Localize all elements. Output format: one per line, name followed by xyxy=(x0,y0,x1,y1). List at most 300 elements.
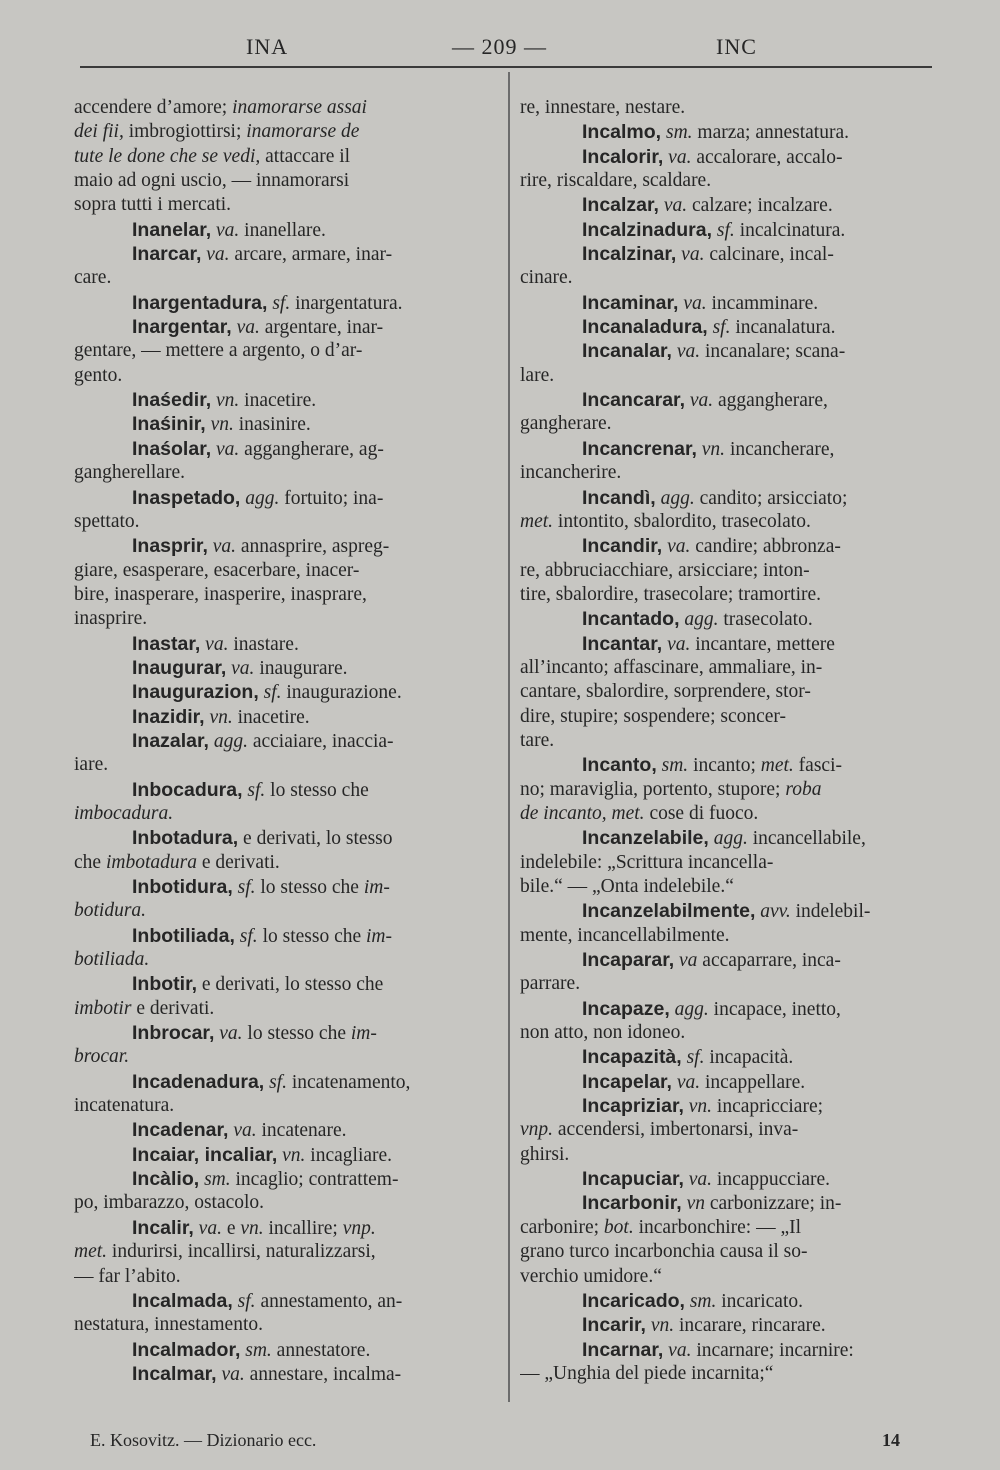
italic-text: sf. xyxy=(232,877,256,898)
body-text: lo stesso che xyxy=(257,925,367,947)
italic-text: va. xyxy=(663,1339,692,1361)
entry-line xyxy=(520,1070,932,1094)
italic-text: va. xyxy=(200,633,229,655)
italic-text: de incanto, xyxy=(520,802,607,824)
headword: Incalzinar, xyxy=(582,243,677,266)
entry-line xyxy=(520,388,932,412)
body-text: cinare. xyxy=(520,267,573,289)
body-text: carbonizzare; in- xyxy=(704,1193,842,1215)
text-line xyxy=(520,364,932,388)
italic-text: va. xyxy=(683,1169,713,1191)
body-text: indelebil- xyxy=(790,901,871,923)
body-text: incanto; xyxy=(688,755,761,777)
italic-text: sm. xyxy=(656,755,689,777)
entry-line xyxy=(520,534,932,558)
text-line xyxy=(74,96,486,120)
body-text: bire, inasperare, inasperire, inasprare, xyxy=(74,583,367,605)
body-text: mente, incancellabilmente. xyxy=(520,924,730,946)
body-text: e derivati, lo stesso che xyxy=(197,974,384,996)
entry-line xyxy=(520,899,932,923)
text-line xyxy=(520,1118,932,1142)
body-text: imbrogiottirsi; xyxy=(123,121,247,143)
entry-line xyxy=(74,315,486,339)
text-line xyxy=(74,899,486,923)
body-text: inasprire. xyxy=(74,608,148,630)
italic-text: sm. xyxy=(240,1339,272,1361)
headword: Incancarar, xyxy=(582,389,685,412)
entry-line xyxy=(74,388,486,412)
headword: Inasprir, xyxy=(132,535,208,558)
text-line xyxy=(74,851,486,875)
body-text: nestatura, innestamento. xyxy=(74,1314,263,1336)
headword: Incarbonir, xyxy=(582,1192,682,1215)
entry-line xyxy=(74,1021,486,1045)
body-text: che xyxy=(74,851,106,873)
headword: Incanzelabilmente, xyxy=(582,900,756,923)
italic-text: va. xyxy=(201,244,230,266)
text-line xyxy=(74,1191,486,1215)
body-text: lare. xyxy=(520,364,555,386)
entry-line xyxy=(520,1313,932,1337)
body-text: giare, esasperare, esacerbare, inacer- xyxy=(74,559,360,581)
italic-text: roba xyxy=(785,778,822,800)
body-text: lo stesso che xyxy=(242,1023,351,1045)
body-text: — „Unghia del piede incarnita;“ xyxy=(520,1362,774,1384)
italic-text: bot. xyxy=(603,1216,634,1238)
entry-line xyxy=(520,437,932,461)
body-text: incapacità. xyxy=(704,1047,794,1069)
body-text: gangherellare. xyxy=(74,462,185,484)
italic-text: va. xyxy=(671,341,701,363)
headword: Incadenar, xyxy=(132,1119,229,1142)
italic-text: vn. xyxy=(211,390,240,412)
body-text: candito; arsicciato; xyxy=(694,487,848,509)
body-text: incatenamento, xyxy=(286,1071,411,1093)
body-text: lo stesso che xyxy=(265,779,369,801)
italic-text: va. xyxy=(211,438,240,460)
entry-line xyxy=(74,632,486,656)
body-text: e derivati, lo stesso xyxy=(238,828,393,850)
entry-line xyxy=(74,1143,486,1167)
text-line xyxy=(74,802,486,826)
entry-line xyxy=(520,218,932,242)
body-text: marza; annestatura. xyxy=(692,122,849,144)
headword: Inaśolar, xyxy=(132,437,212,460)
body-text: annasprire, aspreg- xyxy=(236,536,390,558)
body-text: incatenatura. xyxy=(74,1095,175,1117)
entry-line xyxy=(520,339,932,363)
italic-text: sf. xyxy=(264,1071,287,1093)
text-line xyxy=(74,583,486,607)
footer-signature: E. Kosovitz. — Dizionario ecc. xyxy=(90,1430,317,1450)
italic-text: va. xyxy=(207,536,237,558)
text-line xyxy=(520,559,932,583)
entry-line xyxy=(74,656,486,680)
italic-text: va. xyxy=(214,1023,243,1045)
entry-line xyxy=(74,1118,486,1142)
italic-text: va xyxy=(674,950,698,972)
italic-text: inamorarse assai xyxy=(232,97,367,118)
text-line xyxy=(74,607,486,631)
italic-text: agg. xyxy=(208,730,248,752)
header-left-guide-word: INA xyxy=(246,34,289,59)
body-text: e derivati. xyxy=(131,997,215,1019)
header-rule xyxy=(80,66,932,68)
page-number: — 209 — xyxy=(452,34,547,59)
headword: Inbrocar, xyxy=(132,1022,215,1045)
italic-text: va. xyxy=(193,1217,222,1239)
entry-line xyxy=(520,145,932,169)
entry-line xyxy=(520,632,932,656)
headword: Incapriziar, xyxy=(582,1095,684,1118)
body-text: maio ad ogni uscio, — innamorarsi xyxy=(74,170,350,192)
italic-text: met. xyxy=(520,510,554,532)
entry-line xyxy=(74,778,486,802)
text-line xyxy=(520,680,932,704)
text-line xyxy=(520,924,932,948)
body-text: inargentatura. xyxy=(290,292,403,314)
headword: Incàlio, xyxy=(132,1168,200,1191)
body-text: attaccare il xyxy=(260,145,351,167)
italic-text: sf. xyxy=(707,317,731,339)
italic-text: sf. xyxy=(681,1047,705,1069)
body-text: intontito, sbalordito, trasecolato. xyxy=(553,510,811,532)
italic-text: sf. xyxy=(232,1290,256,1312)
text-line xyxy=(520,1265,932,1289)
italic-text: sf. xyxy=(712,219,735,241)
body-text: incagliare. xyxy=(305,1144,393,1166)
italic-text: sm. xyxy=(199,1169,231,1191)
entry-line xyxy=(520,948,932,972)
body-text: incamminare. xyxy=(706,292,819,314)
italic-text: agg. xyxy=(708,828,748,850)
body-text: inastare. xyxy=(228,633,299,655)
headword: Inbotir, xyxy=(132,973,197,996)
entry-line xyxy=(520,1094,932,1118)
body-text: incappucciare. xyxy=(712,1169,831,1191)
headword: Inbotadura, xyxy=(132,827,239,850)
headword: Incandì, xyxy=(582,486,656,509)
body-text: arcare, armare, inar- xyxy=(229,244,393,266)
body-text: indelebile: „Scrittura incancella- xyxy=(520,851,774,873)
italic-text: inamorarse de xyxy=(246,121,360,143)
entry-line xyxy=(520,997,932,1021)
entry-line xyxy=(520,291,932,315)
entry-line xyxy=(74,1362,486,1386)
entry-line xyxy=(74,1338,486,1362)
body-text: po, imbarazzo, ostacolo. xyxy=(74,1192,265,1214)
headword: Incalorir, xyxy=(582,145,664,168)
headword: Inargentadura, xyxy=(132,291,268,314)
body-text: inasinire. xyxy=(233,414,311,436)
headword: Inbotiliada, xyxy=(132,924,235,947)
entry-line xyxy=(520,193,932,217)
headword: Incantar, xyxy=(582,632,663,655)
body-text: cantare, sbalordire, sorprendere, stor- xyxy=(520,681,811,703)
italic-text: sm. xyxy=(661,122,693,144)
italic-text: va. xyxy=(678,292,707,314)
body-text: inaugurare. xyxy=(254,657,348,679)
text-line xyxy=(74,510,486,534)
body-text: incatenare. xyxy=(256,1120,347,1142)
entry-line xyxy=(74,486,486,510)
body-text: dire, stupire; sospendere; sconcer- xyxy=(520,705,787,727)
headword: Incantado, xyxy=(582,608,680,631)
text-line xyxy=(520,656,932,680)
body-text: calzare; incalzare. xyxy=(687,195,833,217)
text-line xyxy=(520,778,932,802)
body-text: — far l’abito. xyxy=(74,1265,181,1287)
entry-line xyxy=(520,486,932,510)
text-line xyxy=(74,753,486,777)
text-line xyxy=(520,705,932,729)
italic-text: va. xyxy=(671,1071,701,1093)
italic-text: vn. xyxy=(205,414,234,436)
body-text: gentare, — mettere a argento, o d’ar- xyxy=(74,340,363,362)
body-text: inanellare. xyxy=(239,219,326,241)
italic-text: va. xyxy=(231,317,260,339)
headword: Incandir, xyxy=(582,535,663,558)
body-text: rire, riscaldare, scaldare. xyxy=(520,170,712,192)
body-text: e xyxy=(221,1217,241,1239)
body-text: aggangherare, ag- xyxy=(239,438,384,460)
italic-text: im- xyxy=(366,925,393,947)
body-text: trasecolato. xyxy=(718,609,813,631)
text-line xyxy=(74,169,486,193)
text-line xyxy=(74,1240,486,1264)
italic-text: va. xyxy=(663,146,692,168)
italic-text: sf. xyxy=(267,292,291,314)
italic-text: im- xyxy=(350,1023,377,1045)
body-text: incancherire. xyxy=(520,462,622,484)
text-line xyxy=(74,559,486,583)
italic-text: agg. xyxy=(655,487,695,509)
body-text: incalcinatura. xyxy=(734,219,846,241)
text-line xyxy=(74,120,486,144)
italic-text: va. xyxy=(211,219,240,241)
italic-text: va. xyxy=(228,1120,257,1142)
headword: Incaminar, xyxy=(582,291,679,314)
entry-line xyxy=(74,242,486,266)
headword: Inazalar, xyxy=(132,729,209,752)
text-line xyxy=(74,339,486,363)
headword: Incapuciar, xyxy=(582,1168,684,1191)
italic-text: agg. xyxy=(679,609,719,631)
italic-text: sf. xyxy=(242,779,266,801)
headword: Incanto, xyxy=(582,754,657,777)
text-line xyxy=(74,997,486,1021)
headword: Incalmador, xyxy=(132,1338,241,1361)
italic-text: vnp. xyxy=(342,1217,376,1239)
text-line xyxy=(74,364,486,388)
body-text: annestatore. xyxy=(271,1339,371,1361)
body-text: calcinare, incal- xyxy=(704,244,834,266)
italic-text: vn xyxy=(681,1193,705,1215)
headword: Inaśinir, xyxy=(132,413,206,436)
headword: Inaśedir, xyxy=(132,389,212,412)
entry-line xyxy=(74,705,486,729)
body-text: fortuito; ina- xyxy=(279,487,384,509)
text-line xyxy=(74,1313,486,1337)
italic-text: sf. xyxy=(258,682,282,704)
text-line xyxy=(520,729,932,753)
body-text: inacetire. xyxy=(232,706,310,728)
body-text: spettato. xyxy=(74,510,140,532)
italic-text: va. xyxy=(216,1363,245,1385)
footer-sheet-number: 14 xyxy=(882,1430,900,1450)
text-line xyxy=(74,193,486,217)
body-text: bile.“ — „Onta indelebile.“ xyxy=(520,876,734,897)
italic-text: vn. xyxy=(277,1144,306,1166)
body-text: incarnare; incarnire: xyxy=(691,1339,854,1361)
body-text: cose di fuoco. xyxy=(644,802,759,824)
body-text: incallire; xyxy=(263,1217,343,1239)
headword: Inarcar, xyxy=(132,243,202,266)
body-text: re, abbruciacchiare, arsicciare; inton- xyxy=(520,559,810,581)
entry-line xyxy=(520,607,932,631)
text-line xyxy=(74,266,486,290)
italic-text: vn. xyxy=(645,1315,675,1337)
text-line xyxy=(520,1143,932,1167)
entry-line xyxy=(520,1338,932,1362)
body-text: argentare, inar- xyxy=(259,317,384,339)
entry-line xyxy=(520,242,932,266)
headword: Incapazità, xyxy=(582,1046,682,1069)
italic-text: met. xyxy=(611,802,645,824)
body-text: verchio umidore.“ xyxy=(520,1265,662,1287)
headword: Incaricado, xyxy=(582,1289,685,1312)
headword: Incalzar, xyxy=(582,194,659,217)
entry-line xyxy=(74,1216,486,1240)
headword: Incarnar, xyxy=(582,1338,664,1361)
italic-text: va. xyxy=(662,536,691,558)
text-line xyxy=(520,96,932,120)
text-line xyxy=(520,412,932,436)
body-text: incancellabile, xyxy=(747,828,866,850)
headword: Incanalar, xyxy=(582,340,672,363)
headword: Incalmada, xyxy=(132,1289,233,1312)
entry-line xyxy=(520,315,932,339)
body-text: sopra tutti i mercati. xyxy=(74,194,232,216)
italic-text: brocar. xyxy=(74,1046,130,1068)
headword: Inanelar, xyxy=(132,218,212,241)
body-text: e derivati. xyxy=(196,851,280,873)
text-line xyxy=(74,145,486,169)
body-text: accaparrare, inca- xyxy=(697,950,841,972)
italic-text: va. xyxy=(684,390,714,412)
body-text: all’incanto; affascinare, ammaliare, in- xyxy=(520,656,823,678)
italic-text: vn. xyxy=(696,438,726,460)
italic-text: sm. xyxy=(684,1290,717,1312)
body-text: ghirsi. xyxy=(520,1143,570,1165)
entry-line xyxy=(520,1045,932,1069)
headword: Incarir, xyxy=(582,1314,646,1337)
body-text: aggangherare, xyxy=(713,390,828,412)
text-line xyxy=(520,1216,932,1240)
headword: Inaugurazion, xyxy=(132,681,259,704)
body-text: incapricciare; xyxy=(712,1096,824,1118)
body-text: care. xyxy=(74,267,112,289)
italic-text: va. xyxy=(676,244,705,266)
text-line xyxy=(520,972,932,996)
italic-text: imbotadura xyxy=(105,851,197,873)
body-text: tire, sbalordire, trasecolare; tramortire. xyxy=(520,583,822,605)
text-line xyxy=(520,802,932,826)
italic-text: va. xyxy=(662,633,691,655)
body-text: candire; abbronza- xyxy=(690,536,841,558)
text-line xyxy=(520,461,932,485)
italic-text: imbotir xyxy=(74,997,132,1019)
headword: Incalir, xyxy=(132,1216,194,1239)
headword: Inbocadura, xyxy=(132,778,243,801)
headword: Incalzinadura, xyxy=(582,218,713,241)
body-text: parrare. xyxy=(520,973,581,995)
text-line xyxy=(74,1094,486,1118)
headword: Incanzelabile, xyxy=(582,827,709,850)
body-text: incaglio; contrattem- xyxy=(230,1169,399,1191)
entry-line xyxy=(520,826,932,850)
entry-line xyxy=(74,924,486,948)
text-line xyxy=(520,266,932,290)
headword: Incancrenar, xyxy=(582,437,697,460)
headword: Inargentar, xyxy=(132,316,232,339)
body-text: no; maraviglia, portento, stupore; xyxy=(520,778,786,800)
body-text: gangherare. xyxy=(520,413,612,435)
entry-line xyxy=(74,218,486,242)
body-text: accendersi, imbertonarsi, inva- xyxy=(553,1119,799,1141)
body-text: incantare, mettere xyxy=(690,633,835,655)
body-text: indurirsi, incallirsi, naturalizzarsi, xyxy=(107,1241,376,1263)
entry-line xyxy=(74,534,486,558)
italic-text: va. xyxy=(226,657,255,679)
entry-line xyxy=(520,753,932,777)
italic-text: vnp. xyxy=(520,1119,554,1141)
text-line xyxy=(74,461,486,485)
text-line xyxy=(74,1045,486,1069)
body-text: accendere d’amore; xyxy=(74,97,233,118)
body-text: re, innestare, nestare. xyxy=(520,97,686,118)
entry-line xyxy=(74,680,486,704)
headword: Incanaladura, xyxy=(582,316,708,339)
body-text: inaugurazione. xyxy=(281,682,402,704)
italic-text: agg. xyxy=(669,998,709,1020)
text-line xyxy=(520,510,932,534)
body-text: gento. xyxy=(74,364,123,386)
italic-text: vn. xyxy=(240,1217,264,1239)
entry-line xyxy=(520,1289,932,1313)
text-line xyxy=(74,1265,486,1289)
entry-line xyxy=(74,1167,486,1191)
italic-text: met. xyxy=(760,755,794,777)
entry-line xyxy=(520,1167,932,1191)
body-text: tare. xyxy=(520,729,555,751)
headword: Incaiar, incaliar, xyxy=(132,1143,278,1166)
page-header xyxy=(76,34,932,66)
entry-line xyxy=(520,1191,932,1215)
body-text: iare. xyxy=(74,754,109,776)
headword: Incalmar, xyxy=(132,1362,217,1385)
body-text: grano turco incarbonchia causa il so- xyxy=(520,1241,808,1263)
italic-text: avv. xyxy=(755,901,791,923)
headword: Incalmo, xyxy=(582,121,662,144)
body-text: lo stesso che xyxy=(255,877,364,898)
italic-text: imbocadura. xyxy=(74,802,174,824)
italic-text: vn. xyxy=(204,706,233,728)
text-line xyxy=(520,169,932,193)
body-text: accalorare, accalo- xyxy=(691,146,843,168)
right-column xyxy=(520,96,932,1386)
entry-line xyxy=(74,1289,486,1313)
